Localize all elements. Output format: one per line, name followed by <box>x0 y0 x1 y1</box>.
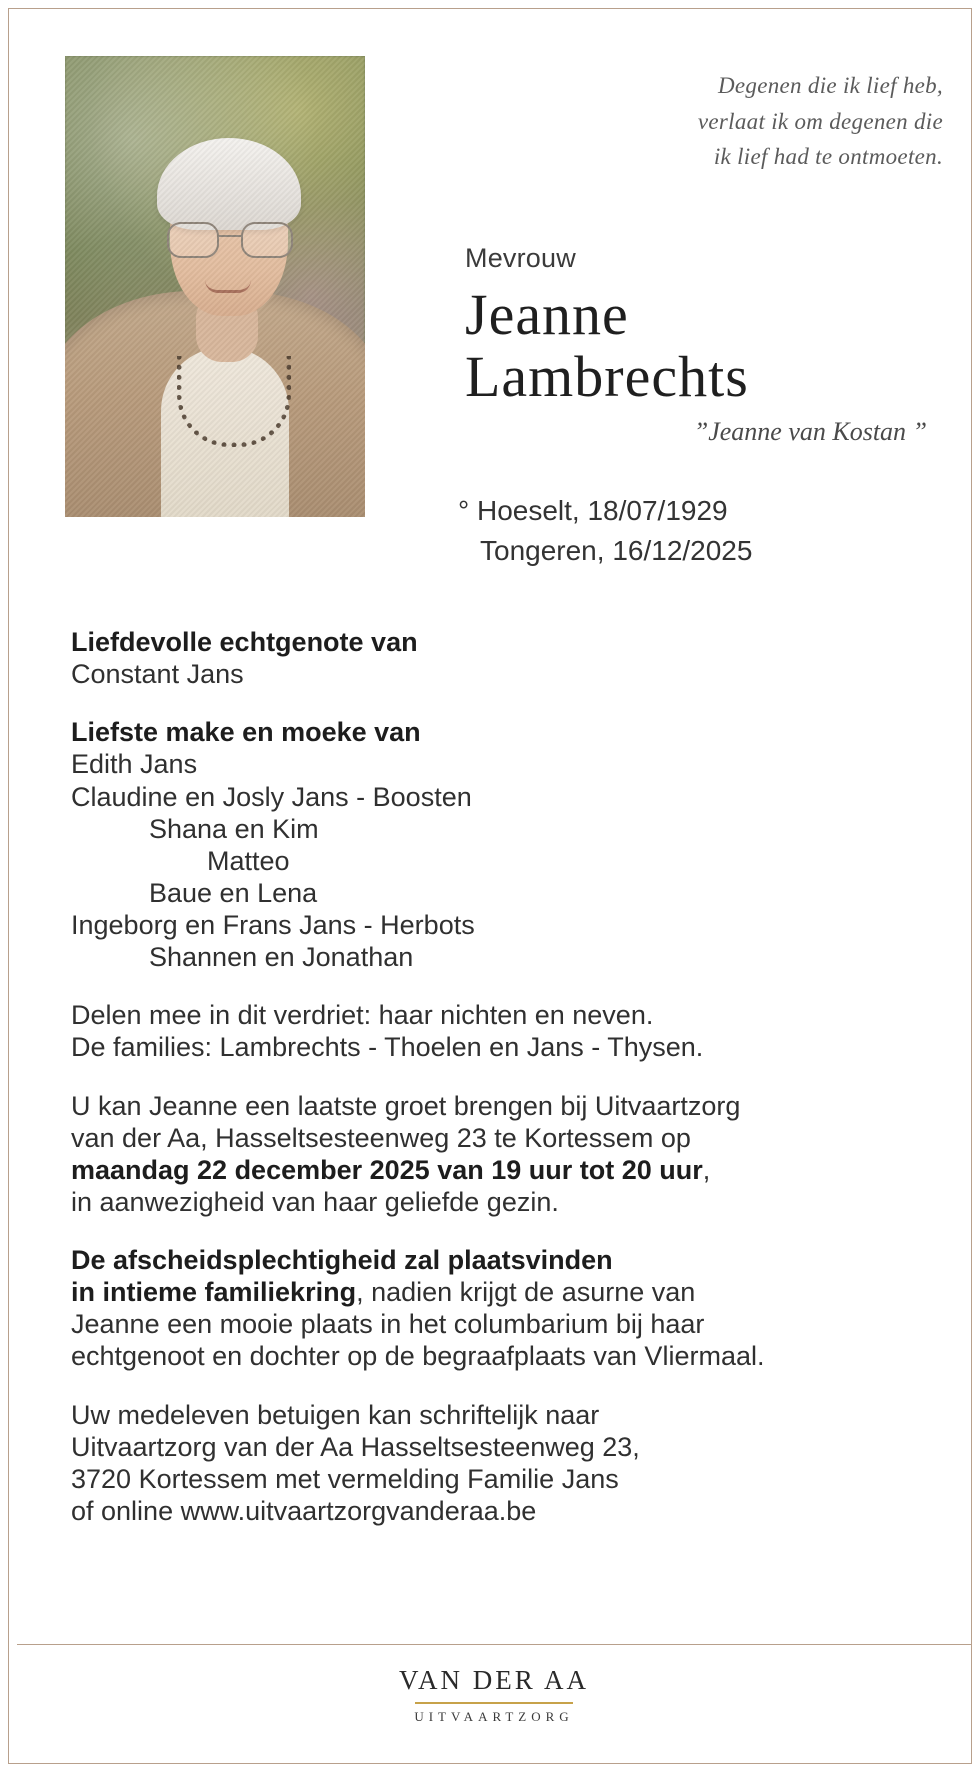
relation-name: Shana en Kim <box>149 813 319 844</box>
relation-name: Edith Jans <box>71 749 198 780</box>
relation-block <box>71 626 931 690</box>
photo-mouth <box>205 280 251 293</box>
relation-name: Baue en Lena <box>149 877 318 908</box>
plain-text: Uw medeleven betuigen kan schriftelijk naar <box>71 1399 600 1430</box>
birth-date: ° Hoeselt, 18/07/1929 <box>458 495 728 526</box>
funeral-home-subtitle: UITVAARTZORG <box>414 1709 574 1724</box>
poem <box>613 68 943 175</box>
paragraph-line <box>71 1090 931 1122</box>
paragraph-line <box>71 1495 931 1527</box>
relation-name: Constant Jans <box>71 659 244 690</box>
visitation-paragraph <box>71 1090 931 1219</box>
plain-text: , <box>702 1154 711 1185</box>
paragraph-line <box>71 1463 931 1495</box>
memorial-card <box>8 8 972 1764</box>
glasses-lens-left <box>167 222 219 258</box>
portrait-photo <box>65 56 365 517</box>
poem-line-1: Degenen die ik lief heb, <box>718 73 943 98</box>
last-name: Lambrechts <box>465 344 749 409</box>
paragraph-line <box>71 1340 931 1372</box>
relation-name: Matteo <box>207 845 290 876</box>
paragraph-line <box>71 1154 931 1186</box>
plain-text: De families: Lambrechts - Thoelen en Jans - Thysen. <box>71 1032 704 1063</box>
glasses-bridge <box>217 235 243 237</box>
death-date: Tongeren, 16/12/2025 <box>480 534 753 566</box>
paragraph-line <box>71 1399 931 1431</box>
plain-text: Delen mee in dit verdriet: haar nichten en neven. <box>71 1000 654 1031</box>
life-dates <box>458 491 752 571</box>
contact-paragraph <box>71 1399 931 1528</box>
plain-text: Jeanne een mooie plaats in het columbarium bij haar <box>71 1309 705 1340</box>
paragraph-line <box>71 1186 931 1218</box>
plain-text: of online www.uitvaartzorgvanderaa.be <box>71 1495 537 1526</box>
first-name: Jeanne <box>465 282 629 347</box>
glasses-lens-right <box>241 222 293 258</box>
relation-block <box>71 716 931 973</box>
paragraph-line <box>71 1308 931 1340</box>
footer-divider <box>17 1644 971 1645</box>
footer-accent-rule <box>415 1702 573 1704</box>
plain-text: in aanwezigheid van haar geliefde gezin. <box>71 1186 559 1217</box>
relation-name: Shannen en Jonathan <box>149 942 414 973</box>
plain-text: van der Aa, Hasseltsesteenweg 23 te Kortessem op <box>71 1122 691 1153</box>
paragraph-line <box>71 1244 931 1276</box>
info-paragraphs <box>71 999 931 1527</box>
paragraph-line <box>71 1031 931 1063</box>
emphasis-text: in intieme familiekring <box>71 1277 357 1308</box>
relation-name: Ingeborg en Frans Jans - Herbots <box>71 910 475 940</box>
emphasis-text: De afscheidsplechtigheid zal plaatsvinden <box>71 1245 613 1275</box>
photo-glasses <box>165 222 295 256</box>
paragraph-line <box>71 1122 931 1154</box>
obituary-body <box>71 626 931 1553</box>
emphasis-text: maandag 22 december 2025 van 19 uur tot 20 uur <box>71 1154 703 1185</box>
nickname: ”Jeanne van Kostan ” <box>693 417 927 446</box>
paragraph-line <box>71 1431 931 1463</box>
condolences-paragraph <box>71 999 931 1063</box>
plain-text: Uitvaartzorg van der Aa Hasseltsesteenweg 23, <box>71 1431 640 1462</box>
ceremony-paragraph <box>71 1244 931 1373</box>
footer <box>13 1665 975 1725</box>
poem-line-2: verlaat ik om degenen die <box>697 108 943 134</box>
relation-name: Claudine en Josly Jans - Boosten <box>71 781 472 812</box>
paragraph-line <box>71 999 931 1031</box>
paragraph-line <box>71 1276 931 1308</box>
plain-text: 3720 Kortessem met vermelding Familie Jans <box>71 1463 619 1494</box>
relations-sections <box>71 626 931 973</box>
card-inner <box>13 13 967 1759</box>
relation-heading: Liefste make en moeke van <box>71 717 421 748</box>
plain-text: , nadien krijgt de asurne van <box>356 1277 696 1308</box>
plain-text: U kan Jeanne een laatste groet brengen bij Uitvaartzorg <box>71 1090 741 1121</box>
funeral-home-name: VAN DER AA <box>398 1665 590 1695</box>
salutation: Mevrouw <box>465 243 576 273</box>
relation-heading: Liefdevolle echtgenote van <box>71 627 418 657</box>
plain-text: echtgenoot en dochter op de begraafplaats van Vliermaal. <box>71 1341 765 1372</box>
photo-necklace <box>177 356 291 447</box>
poem-line-3: ik lief had te ontmoeten. <box>713 144 943 170</box>
